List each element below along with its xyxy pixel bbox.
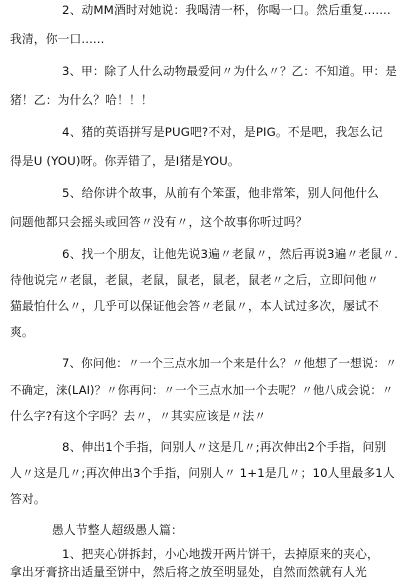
- text-line: 7、你问他：〃一个三点水加一个来是什么？〃他想了一想说：〃: [62, 356, 397, 370]
- text-line: 什么字?有这个字吗？去〃，〃其实应该是〃法〃: [10, 409, 267, 423]
- text-line: 得是U (YOU)呀。你弄错了，是I猪是YOU。: [10, 154, 240, 168]
- text-line: 待他说完〃老鼠，老鼠，老鼠，鼠老，鼠老，鼠老〃之后，立即问他〃: [10, 273, 379, 287]
- text-line: 8、伸出1个手指，问别人〃这是几〃;再次伸出2个手指，问别: [62, 440, 387, 454]
- section-heading: 愚人节整人超级愚人篇：: [52, 523, 183, 537]
- text-line: 爽。: [10, 325, 34, 339]
- text-line: 1、把夹心饼拆封，小心地拨开两片饼干，去掉原来的夹心，: [62, 547, 379, 561]
- text-line: 猫最怕什么〃，几乎可以保证他会答〃老鼠〃，本人试过多次，屡试不: [10, 299, 379, 313]
- text-line: 不确定，涞(LAI)？〃你再问：〃一个三点水加一个去呢？〃他八成会说：〃: [10, 383, 394, 397]
- text-line: 4、猪的英语拼写是PUG吧?不对，是PIG。不是吧，我怎么记: [62, 125, 383, 139]
- text-line: 答对。: [10, 492, 46, 506]
- text-line: 3、甲：除了人什么动物最爱问〃为什么〃？乙：不知道。甲：是: [62, 64, 397, 78]
- text-line: 拿出牙膏挤出适量至饼中，然后将之放至明显处，自然而然就有人光: [10, 565, 367, 579]
- text-line: 人〃这是几〃;再次伸出3个手指，问别人〃 1+1是几〃；10人里最多1人: [10, 466, 395, 480]
- text-line: 5、给你讲个故事，从前有个笨蛋，他非常笨，别人问他什么: [62, 186, 379, 200]
- text-line: 问题他都只会摇头或回答〃没有〃，这个故事你听过吗？: [10, 215, 308, 229]
- text-line: 6、找一个朋友，让他先说3遍〃老鼠〃，然后再说3遍〃老鼠〃.: [62, 247, 398, 261]
- text-line: 我清，你一口......: [10, 32, 105, 46]
- text-line: 猪！乙：为什么？哈！！！: [10, 93, 153, 107]
- text-line: 2、动MM酒时对她说：我喝清一杯，你喝一口。然后重复.......: [62, 3, 391, 17]
